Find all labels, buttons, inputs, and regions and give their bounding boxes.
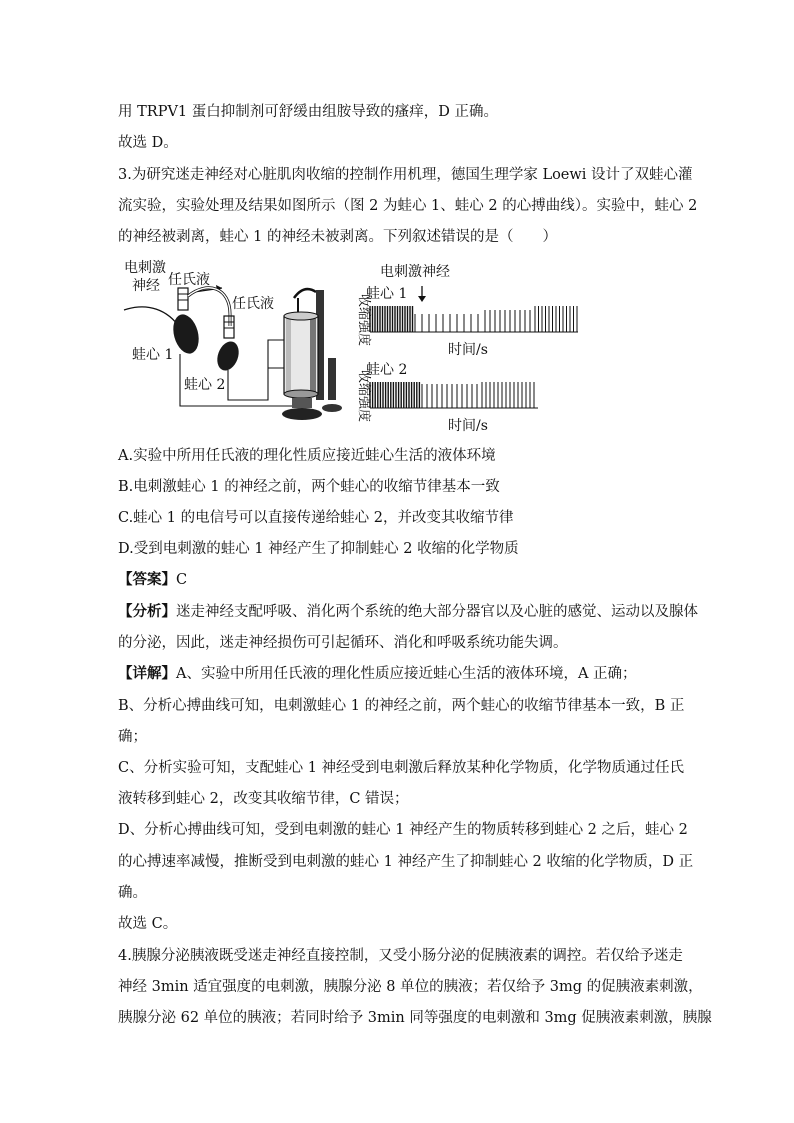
option-c: C.蛙心 1 的电信号可以直接传递给蛙心 2，并改变其收缩节律: [118, 510, 514, 526]
label-trace-2: 蛙心 2: [366, 362, 408, 378]
analysis-text: 迷走神经支配呼吸、消化两个系统的绝大部分器官以及心脏的感觉、运动以及腺体: [176, 604, 698, 620]
heartbeat-trace-2: [370, 382, 538, 408]
option-b: B.电刺激蛙心 1 的神经之前，两个蛙心的收缩节律基本一致: [118, 479, 500, 495]
question-line: 的神经被剥离，蛙心 1 的神经未被剥离。下列叙述错误的是（ ）: [118, 229, 557, 245]
question-line: 3.为研究迷走神经对心脏肌肉收缩的控制作用机理，德国生理学家 Loewi 设计了双蛙心灌: [118, 167, 693, 183]
label-ringer-1: 任氏液: [168, 272, 210, 288]
label-heart-1: 蛙心 1: [132, 347, 174, 363]
detail-line: C、分析实验可知，支配蛙心 1 神经受到电刺激后释放某种化学物质，化学物质通过任氏: [118, 760, 685, 776]
label-trace-1: 蛙心 1: [366, 286, 408, 302]
detail-line: 确。: [118, 885, 147, 901]
label-ringer-2: 任氏液: [232, 296, 274, 312]
analysis-line: [118, 602, 698, 622]
question-line: 流实验，实验处理及结果如图所示（图 2 为蛙心 1、蛙心 2 的心搏曲线）。实验中，蛙心 2: [118, 198, 698, 214]
xlabel-1: 时间/s: [448, 342, 488, 358]
option-d: D.受到电刺激的蛙心 1 神经产生了抑制蛙心 2 收缩的化学物质: [118, 541, 519, 557]
xlabel-2: 时间/s: [448, 418, 488, 434]
experiment-figure: [118, 258, 578, 436]
question-line: 4.胰腺分泌胰液既受迷走神经直接控制，又受小肠分泌的促胰液素的调控。若仅给予迷走: [118, 948, 683, 964]
detail-line: B、分析心搏曲线可知，电刺激蛙心 1 的神经之前，两个蛙心的收缩节律基本一致，B 正: [118, 698, 685, 714]
label-heart-2: 蛙心 2: [184, 377, 226, 393]
ylabel-1: 收缩强度: [356, 294, 371, 347]
select-line: 故选 C。: [118, 916, 178, 932]
detail-line: [118, 664, 678, 684]
answer-value: C: [176, 572, 188, 588]
paragraph-line: 用 TRPV1 蛋白抑制剂可舒缓由组胺导致的瘙痒，D 正确。: [118, 104, 498, 120]
detail-line: 确；: [118, 729, 147, 745]
analysis-tag: 【分析】: [118, 603, 176, 620]
frog-heart-1: [169, 312, 203, 357]
detail-line: 的心搏速率减慢，推断受到电刺激的蛙心 1 神经产生了抑制蛙心 2 收缩的化学物质，D 正: [118, 854, 694, 870]
question-line: 胰腺分泌 62 单位的胰液；若同时给予 3min 同等强度的电刺激和 3mg 促胰液素刺激，胰腺: [118, 1010, 712, 1026]
detail-line: D、分析心搏曲线可知，受到电刺激的蛙心 1 神经产生的物质转移到蛙心 2 之后，蛙心 2: [118, 822, 688, 838]
paragraph-line: 故选 D。: [118, 135, 178, 151]
cannula-1: [178, 288, 188, 310]
label-stim: 电刺激: [124, 260, 166, 276]
question-line: 神经 3min 适宜强度的电刺激，胰腺分泌 8 单位的胰液；若仅给予 3mg 的促胰液素刺激，: [118, 979, 703, 995]
answer-line: [118, 570, 678, 590]
detail-line: 液转移到蛙心 2，改变其收缩节律，C 错误；: [118, 791, 409, 807]
label-nerve: 神经: [132, 278, 160, 294]
frog-heart-2: [213, 338, 242, 373]
detail-text: A、实验中所用任氏液的理化性质应接近蛙心生活的液体环境，A 正确；: [176, 666, 637, 682]
nerve-line: [124, 307, 180, 328]
kymograph: [282, 289, 342, 420]
ylabel-2: 收缩强度: [356, 370, 371, 423]
detail-tag: 【详解】: [118, 665, 176, 682]
label-top-stim: 电刺激神经: [380, 264, 450, 280]
answer-tag: 【答案】: [118, 571, 176, 588]
analysis-line: 的分泌，因此，迷走神经损伤可引起循环、消化和呼吸系统功能失调。: [118, 635, 568, 651]
option-a: A.实验中所用任氏液的理化性质应接近蛙心生活的液体环境: [118, 448, 496, 464]
heartbeat-trace-1: [370, 306, 578, 332]
